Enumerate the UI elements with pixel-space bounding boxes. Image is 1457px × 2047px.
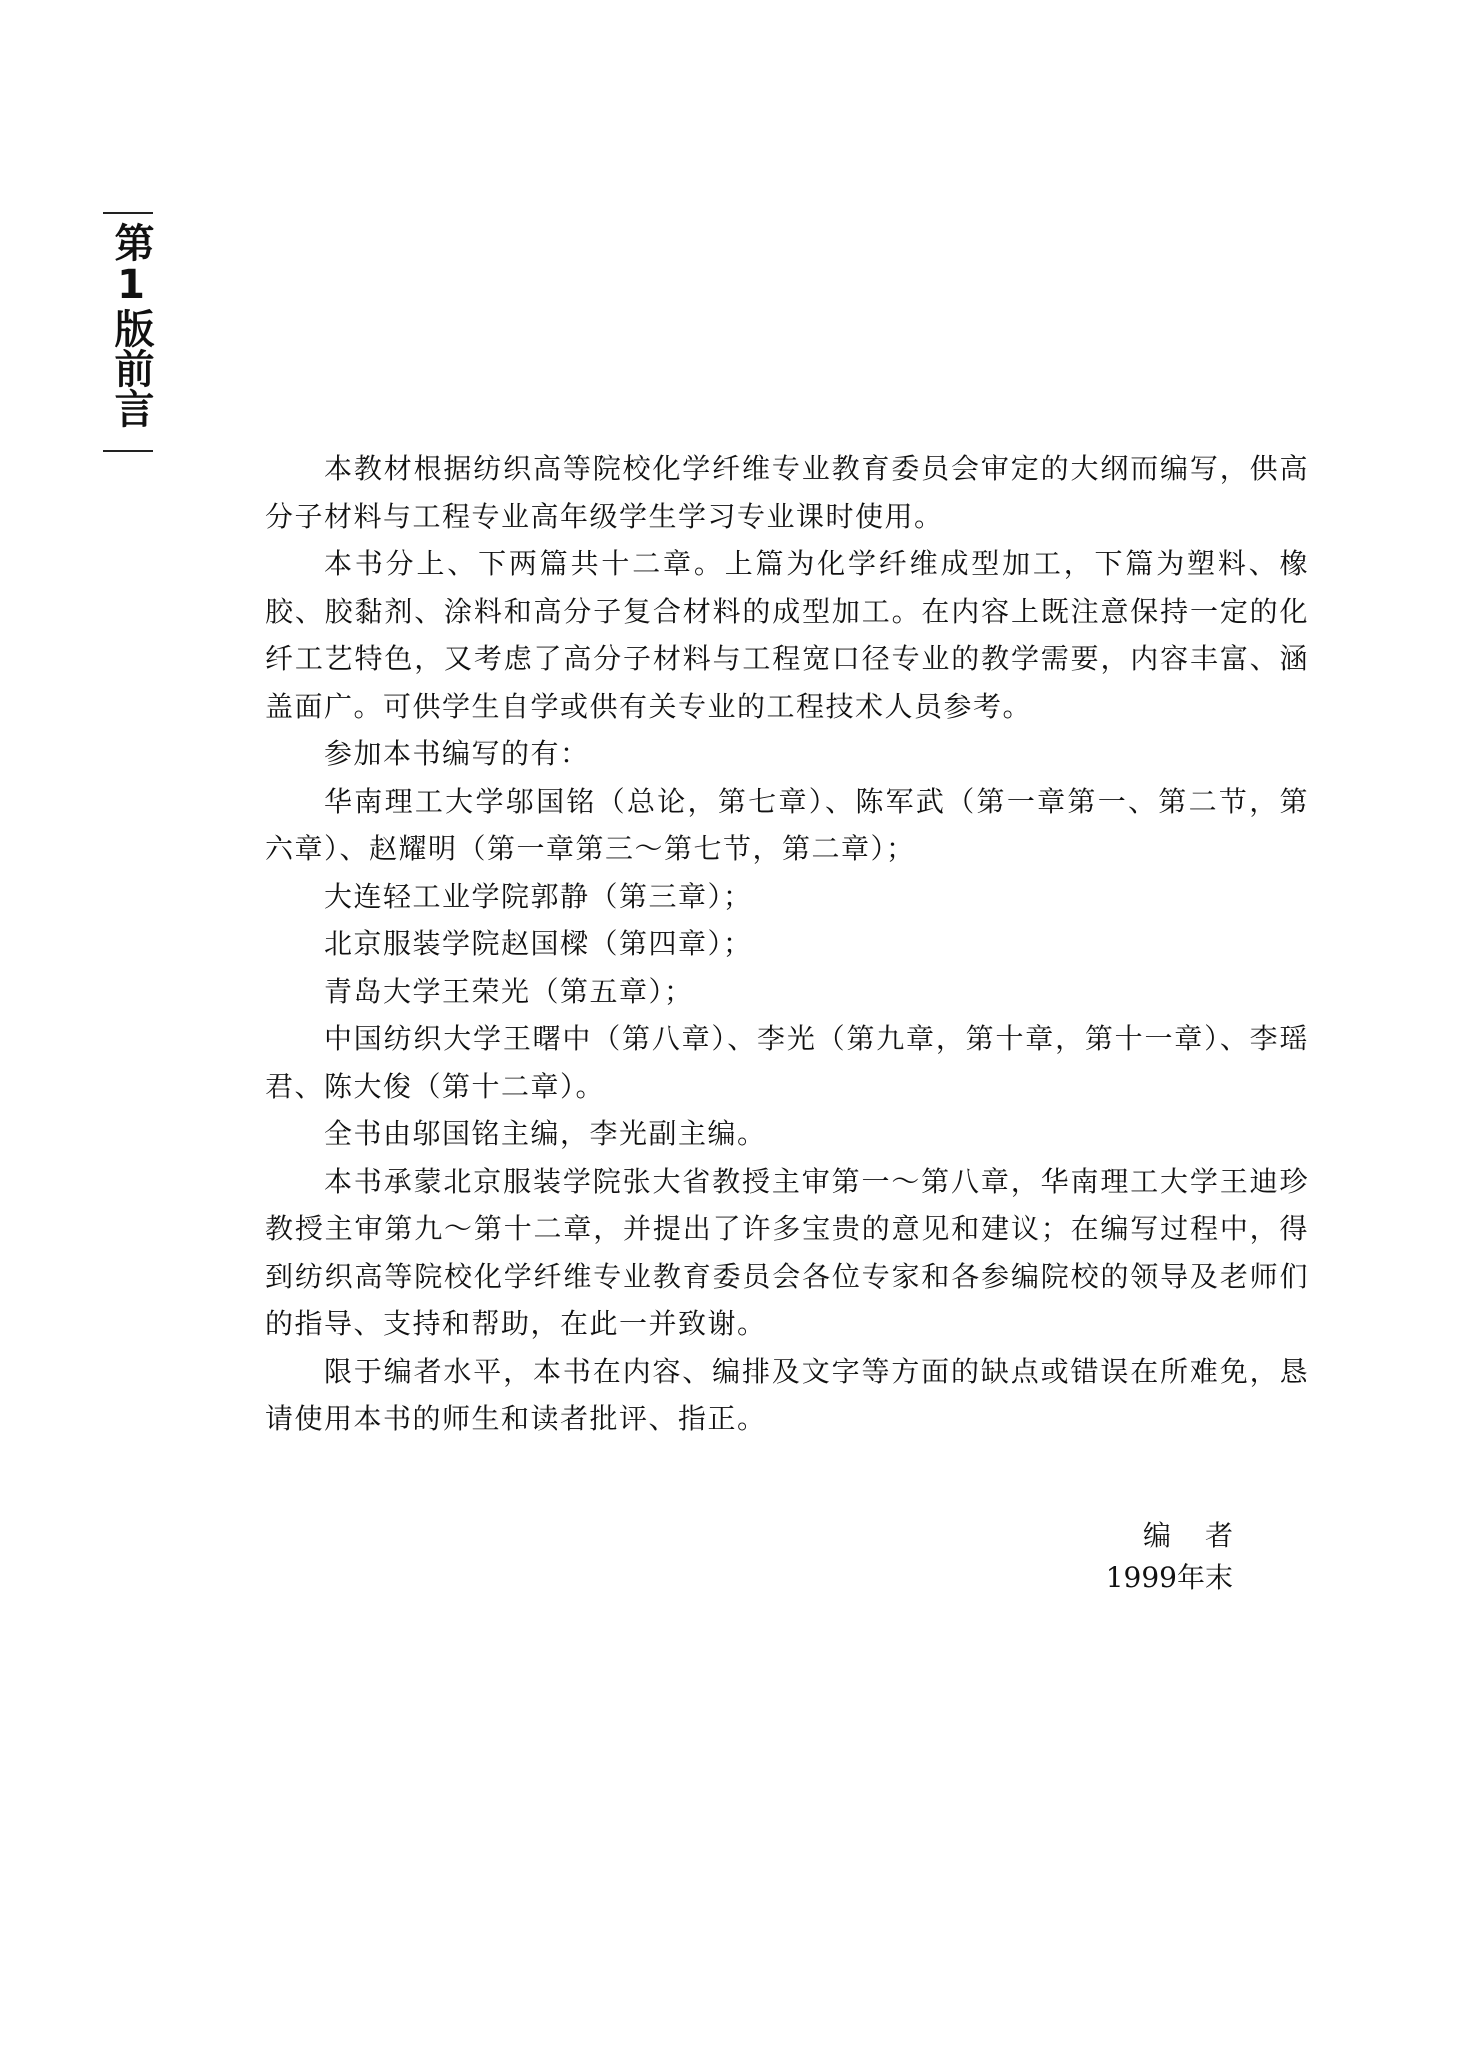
paragraph-contributors-heading: 参加本书编写的有： bbox=[324, 737, 590, 770]
paragraph-intro: 本教材根据纺织高等院校化学纤维专业教育委员会审定的大纲而编写，供高分子材料与工程专业高年级学生学习专业课时使用。 bbox=[265, 452, 1309, 533]
paragraph-contributor-qingdao: 青岛大学王荣光（第五章）； bbox=[324, 974, 694, 1008]
paragraph-acknowledgements: 本书承蒙北京服装学院张大省教授主审第一～第八章，华南理工大学王迪珍教授主审第九～第十二章，并提出了许多宝贵的意见和建议；在编写过程中，得到纺织高等院校化学纤维专业教育委员会各位专家和各参编院校的领导及老师们的指导、支持和帮助，在此一并致谢。 bbox=[265, 1164, 1309, 1340]
signature-author: 编者 bbox=[1142, 1519, 1267, 1552]
paragraph-contributor-bift: 北京服装学院赵国樑（第四章）； bbox=[324, 927, 753, 960]
paragraph-contributor-dalian: 大连轻工业学院郭静（第三章）； bbox=[324, 879, 753, 913]
paragraph-editors: 全书由邬国铭主编，李光副主编。 bbox=[324, 1117, 767, 1150]
paragraph-contributor-ctu: 中国纺织大学王曙中（第八章）、李光（第九章，第十章，第十一章）、李瑶君、陈大俊（第十二章）。 bbox=[265, 1022, 1309, 1103]
paragraph-contributor-scut: 华南理工大学邬国铭（总论，第七章）、陈军武（第一章第一、第二节，第六章）、赵耀明（第一章第三～第七节，第二章）； bbox=[265, 784, 1309, 865]
preface-body bbox=[265, 445, 1309, 1443]
chapter-side-title bbox=[103, 212, 153, 452]
paragraph-structure: 本书分上、下两篇共十二章。上篇为化学纤维成型加工，下篇为塑料、橡胶、胶黏剂、涂料和高分子复合材料的成型加工。在内容上既注意保持一定的化纤工艺特色，又考虑了高分子材料与工程宽口径专业的教学需要，内容丰富、涵盖面广。可供学生自学或供有关专业的工程技术人员参考。 bbox=[265, 547, 1309, 723]
paragraph-disclaimer: 限于编者水平，本书在内容、编排及文字等方面的缺点或错误在所难免，恳请使用本书的师生和读者批评、指正。 bbox=[265, 1354, 1309, 1435]
signature-date: 1999年末 bbox=[1105, 1561, 1233, 1594]
side-title-text: 第1版前言 bbox=[108, 222, 154, 428]
signature-block bbox=[1105, 1515, 1267, 1599]
